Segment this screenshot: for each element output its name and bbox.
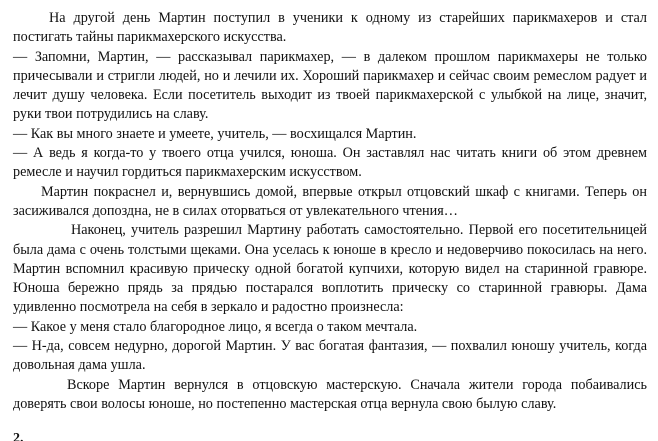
- paragraph-teacher-praise: — Н-да, совсем недурно, дорогой Мартин. У вас богатая фантазия, — похвалил юношу учитель, когда довольная дама ушла.: [13, 338, 647, 374]
- paragraph-martin-reading: Мартин покраснел и, вернувшись домой, впервые открыл отцовский шкаф с книгами. Теперь он засиживался допоздна, не в силах оторваться от увлекательного чтения…: [13, 183, 647, 219]
- paragraph-martin-reply: — Как вы много знаете и умеете, учитель, — восхищался Мартин.: [13, 125, 417, 142]
- paragraph-barber-answer: — А ведь я когда-то у твоего отца учился, юноша. Он заставлял нас читать книги об этом древнем ремесле и научил гордиться парикмахерским искусством.: [13, 145, 647, 181]
- story-text: [13, 9, 647, 414]
- paragraph-intro: На другой день Мартин поступил в ученики к одному из старейших парикмахеров и стал постигать тайны парикмахерского искусства.: [13, 10, 647, 46]
- paragraph-barber-speech: — Запомни, Мартин, — рассказывал парикмахер, — в далеком прошлом парикмахеры не только причесывали и стригли людей, но и лечили их. Хороший парикмахер и сейчас своим ремеслом радует и лечит душу человека. Если посетитель выходит из твоей парикмахерской с улыбкой на лице, значит, руки твои потрудились на славу.: [13, 48, 647, 123]
- paragraph-lady-quote: — Какое у меня стало благородное лицо, я всегда о таком мечтала.: [13, 318, 418, 335]
- paragraph-first-client: Наконец, учитель разрешил Мартину работать самостоятельно. Первой его посетительницей была дама с очень толстыми щеками. Она уселась к юноше в кресло и недоверчиво покосилась на него. Мартин вспомнил красивую прическу одной богатой купчихи, которую видел на старинной гравюре. Юноша бережно прядь за прядью постарался воплотить прическу со старинной гравюры. Дама удивленно посмотрела на себя в зеркало и радостно произнесла:: [13, 222, 647, 316]
- paragraph-conclusion: Вскоре Мартин вернулся в отцовскую мастерскую. Сначала жители города побаивались доверять свои волосы юноше, но постепенно мастерская отца вернула свою былую славу.: [13, 376, 647, 412]
- cut-off-line: 2.: [13, 431, 24, 441]
